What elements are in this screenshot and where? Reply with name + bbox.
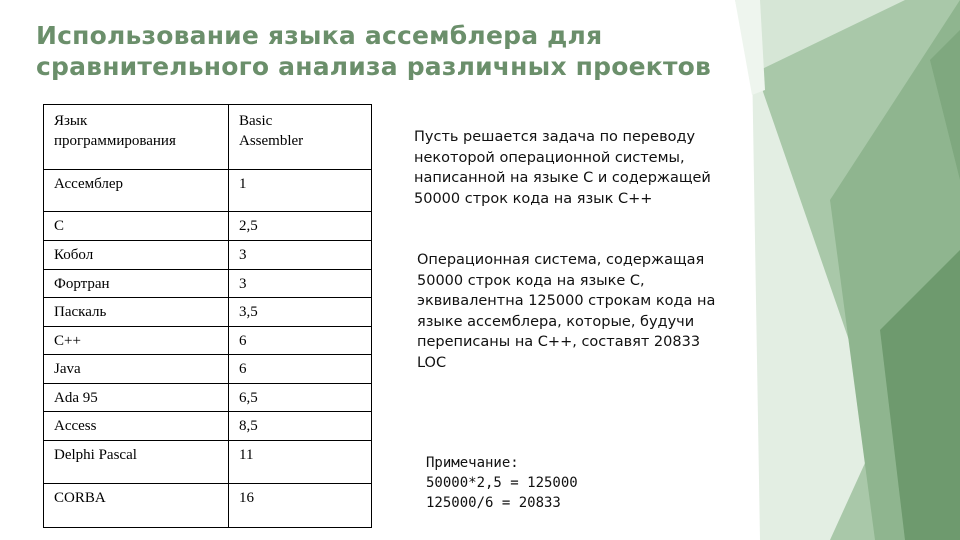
- table-cell-language: [44, 327, 229, 355]
- header-basic-line2: Assembler: [239, 133, 304, 149]
- language-comparison-table: [43, 104, 372, 528]
- table-cell-value: [229, 412, 372, 441]
- calculation-note: [426, 453, 578, 513]
- table-cell-language: [44, 484, 229, 528]
- table-row: [44, 298, 372, 327]
- table-row: [44, 170, 372, 212]
- cell-text: 3: [239, 247, 247, 263]
- table-cell-value: [229, 170, 372, 212]
- cell-text: 11: [239, 447, 254, 463]
- table-row: [44, 241, 372, 270]
- table-cell-value: [229, 270, 372, 298]
- table-row: [44, 484, 372, 528]
- table-row: [44, 327, 372, 355]
- header-language-line2: программирования: [54, 133, 176, 149]
- cell-text: Паскаль: [54, 304, 107, 320]
- note-line1: 50000*2,5 = 125000: [426, 475, 578, 491]
- table-cell-value: [229, 441, 372, 484]
- cell-text: 3,5: [239, 304, 258, 320]
- cell-text: 6,5: [239, 390, 258, 406]
- table-cell-value: [229, 327, 372, 355]
- table-row: [44, 384, 372, 412]
- table-header-row: [44, 105, 372, 170]
- table-header-cell-language: [44, 105, 229, 170]
- cell-text: 3: [239, 276, 247, 292]
- table-cell-value: [229, 484, 372, 528]
- table-cell-language: [44, 241, 229, 270]
- cell-text: Ada 95: [54, 390, 98, 406]
- table-row: [44, 212, 372, 241]
- slide-title: [36, 20, 756, 82]
- cell-text: 1: [239, 176, 247, 192]
- table-row: [44, 270, 372, 298]
- cell-text: Ассемблер: [54, 176, 124, 192]
- table-row: [44, 412, 372, 441]
- table-cell-value: [229, 298, 372, 327]
- table-cell-language: [44, 170, 229, 212]
- note-line2: 125000/6 = 20833: [426, 495, 561, 511]
- cell-text: Access: [54, 418, 97, 434]
- table-row: [44, 441, 372, 484]
- table-cell-value: [229, 241, 372, 270]
- cell-text: С: [54, 218, 65, 234]
- header-basic-line1: Basic: [239, 113, 273, 129]
- table-cell-value: [229, 355, 372, 384]
- table-cell-language: [44, 384, 229, 412]
- table-cell-language: [44, 270, 229, 298]
- table-cell-language: [44, 298, 229, 327]
- paragraph-equivalence: Операционная система, содержащая 50000 строк кода на языке С, эквивалентна 125000 строкам кода на языке ассемблера, которые, будучи переписаны на С++, составят 20833 LOC: [417, 252, 716, 371]
- cell-text: Кобол: [54, 247, 94, 263]
- paragraph-task: Пусть решается задача по переводу некоторой операционной системы, написанной на языке С и содержащей 50000 строк кода на язык С++: [414, 129, 711, 207]
- cell-text: 6: [239, 361, 247, 377]
- table-cell-value: [229, 212, 372, 241]
- cell-text: 16: [239, 490, 254, 506]
- cell-text: 2,5: [239, 218, 258, 234]
- cell-text: CORBA: [54, 490, 106, 506]
- table-cell-language: [44, 412, 229, 441]
- cell-text: Фортран: [54, 276, 110, 292]
- table-cell-language: [44, 441, 229, 484]
- header-language-line1: Язык: [54, 113, 88, 129]
- cell-text: Java: [54, 361, 81, 377]
- table-header-cell-basic-assembler: [229, 105, 372, 170]
- table-cell-language: [44, 212, 229, 241]
- cell-text: С++: [54, 333, 81, 349]
- table-row: [44, 355, 372, 384]
- cell-text: 8,5: [239, 418, 258, 434]
- table-cell-value: [229, 384, 372, 412]
- slide-title-line2: сравнительного анализа различных проектов: [36, 52, 712, 81]
- table-cell-language: [44, 355, 229, 384]
- cell-text: 6: [239, 333, 247, 349]
- note-label: Примечание:: [426, 455, 519, 471]
- slide-title-line1: Использование языка ассемблера для: [36, 21, 603, 50]
- cell-text: Delphi Pascal: [54, 447, 137, 463]
